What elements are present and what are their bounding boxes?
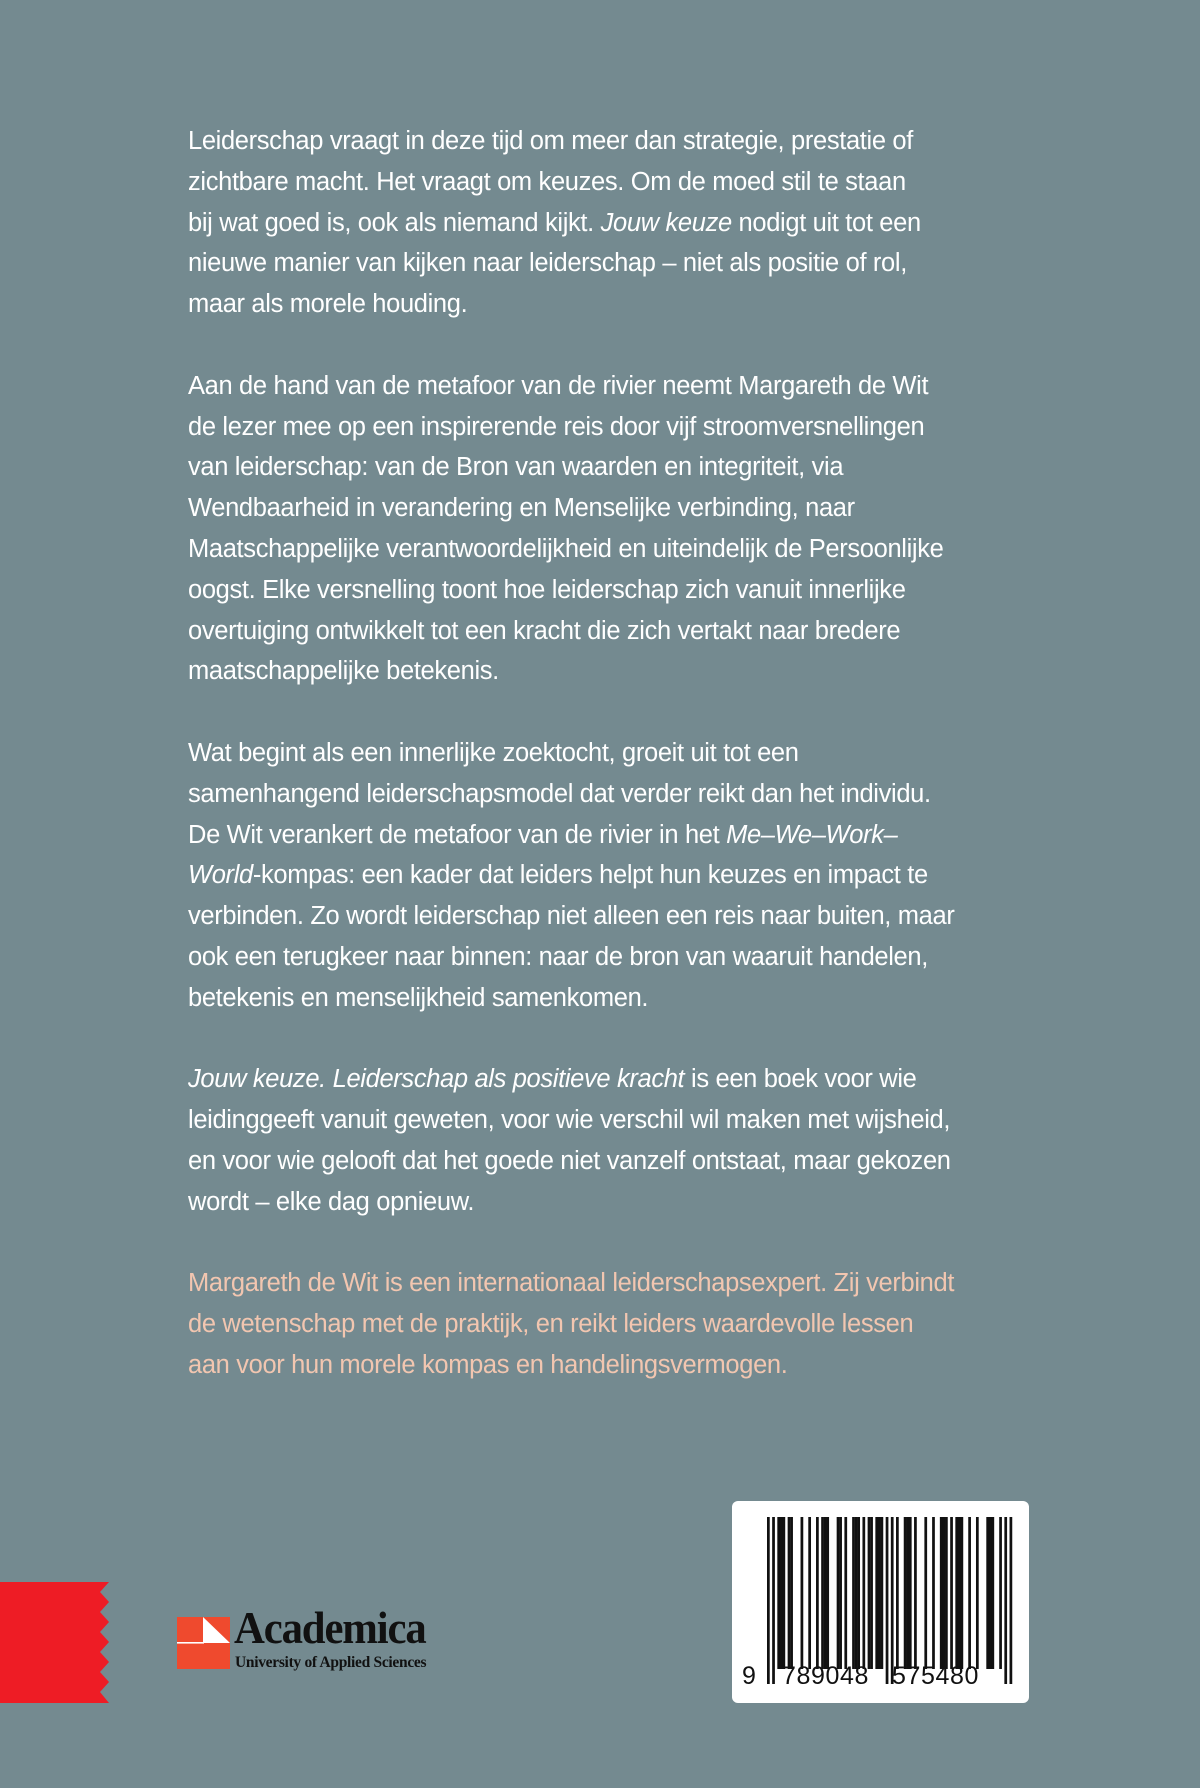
barcode-digits-left: 789048 (782, 1662, 870, 1690)
text-line (188, 896, 1068, 937)
text-line (188, 1141, 1068, 1182)
italic-title-text: Jouw keuze. Leiderschap als positieve kracht (188, 1065, 685, 1094)
text-segment: maatschappelijke betekenis. (188, 657, 499, 686)
text-line (188, 284, 1068, 325)
text-line (188, 488, 1068, 529)
publisher-subtitle: University of Applied Sciences (235, 1654, 427, 1671)
isbn-barcode (732, 1501, 1029, 1703)
text-line (188, 978, 1068, 1019)
text-segment: Maatschappelijke verantwoordelijkheid en uiteindelijk de Persoonlijke (188, 534, 944, 563)
italic-title-text: Jouw keuze (600, 208, 732, 237)
text-segment: leidinggeeft vanuit geweten, voor wie verschil wil maken met wijsheid, (188, 1106, 951, 1135)
folded-square-logo-icon (177, 1617, 230, 1669)
text-line (188, 121, 1068, 162)
text-line (188, 407, 1068, 448)
text-line (188, 162, 1068, 203)
text-segment: nodigt uit tot een (731, 208, 921, 237)
text-line (188, 447, 1068, 488)
blurb-paragraph (188, 121, 1068, 325)
text-line (188, 243, 1068, 284)
text-segment: is een boek voor wie (684, 1065, 917, 1094)
text-segment: Wendbaarheid in verandering en Menselijke verbinding, naar (188, 494, 855, 523)
text-line (188, 937, 1068, 978)
publisher-logo (177, 1603, 477, 1673)
text-line (188, 815, 1068, 856)
text-segment: zichtbare macht. Het vraagt om keuzes. Om de moed stil te staan (188, 167, 906, 196)
text-line (188, 611, 1068, 652)
text-line (188, 855, 1068, 896)
text-segment: maar als morele houding. (188, 290, 468, 319)
barcode-bars (732, 1501, 1029, 1703)
text-segment: verbinden. Zo wordt leiderschap niet alleen een reis naar buiten, maar (188, 902, 955, 931)
text-segment: wordt – elke dag opnieuw. (188, 1187, 475, 1216)
text-line (188, 774, 1068, 815)
text-segment: Wat begint als een innerlijke zoektocht, groeit uit tot een (188, 738, 799, 767)
text-line (188, 529, 1068, 570)
text-segment: van leiderschap: van de Bron van waarden en integriteit, via (188, 453, 844, 482)
barcode-digit-first: 9 (742, 1662, 756, 1690)
text-segment: en voor wie gelooft dat het goede niet vanzelf ontstaat, maar gekozen (188, 1146, 951, 1175)
text-segment: Margareth de Wit is een internationaal leiderschapsexpert. Zij verbindt (188, 1269, 955, 1298)
author-bio-paragraph (188, 1263, 1068, 1385)
text-segment: de lezer mee op een inspirerende reis door vijf stroomversnellingen (188, 412, 925, 441)
text-segment: samenhangend leiderschapsmodel dat verder reikt dan het individu. (188, 779, 931, 808)
blurb-paragraph (188, 1059, 1068, 1222)
text-segment: de wetenschap met de praktijk, en reikt leiders waardevolle lessen (188, 1310, 914, 1339)
text-line (188, 1100, 1068, 1141)
text-segment: oogst. Elke versnelling toont hoe leiderschap zich vanuit innerlijke (188, 575, 906, 604)
text-segment: aan voor hun morele kompas en handelingsvermogen. (188, 1350, 788, 1379)
blurb-paragraph (188, 366, 1068, 692)
text-segment: -kompas: een kader dat leiders helpt hun keuzes en impact te (252, 861, 928, 890)
italic-title-text: Me–We–Work– (726, 820, 898, 849)
text-line (188, 1059, 1068, 1100)
text-line (188, 1304, 1068, 1345)
back-cover-blurb (188, 121, 1068, 1427)
text-line (188, 570, 1068, 611)
text-line (188, 651, 1068, 692)
text-line (188, 1263, 1068, 1304)
text-segment: nieuwe manier van kijken naar leiderschap – niet als positie of rol, (188, 249, 907, 278)
red-tab-decoration (0, 1582, 109, 1703)
text-segment: bij wat goed is, ook als niemand kijkt. (188, 208, 601, 237)
text-line (188, 203, 1068, 244)
text-segment: ook een terugkeer naar binnen: naar de bron van waaruit handelen, (188, 942, 928, 971)
text-segment: overtuiging ontwikkelt tot een kracht die zich vertakt naar bredere (188, 616, 901, 645)
text-segment: betekenis en menselijkheid samenkomen. (188, 983, 649, 1012)
text-segment: Aan de hand van de metafoor van de rivier neemt Margareth de Wit (188, 371, 929, 400)
blurb-paragraph (188, 733, 1068, 1019)
text-line (188, 1182, 1068, 1223)
publisher-name: Academica (234, 1603, 426, 1653)
text-line (188, 1345, 1068, 1386)
text-segment: De Wit verankert de metafoor van de rivier in het (188, 820, 727, 849)
text-line (188, 733, 1068, 774)
italic-title-text: World (188, 861, 253, 890)
text-segment: Leiderschap vraagt in deze tijd om meer dan strategie, prestatie of (188, 127, 913, 155)
barcode-digits-right: 575480 (892, 1662, 980, 1690)
text-line (188, 366, 1068, 407)
